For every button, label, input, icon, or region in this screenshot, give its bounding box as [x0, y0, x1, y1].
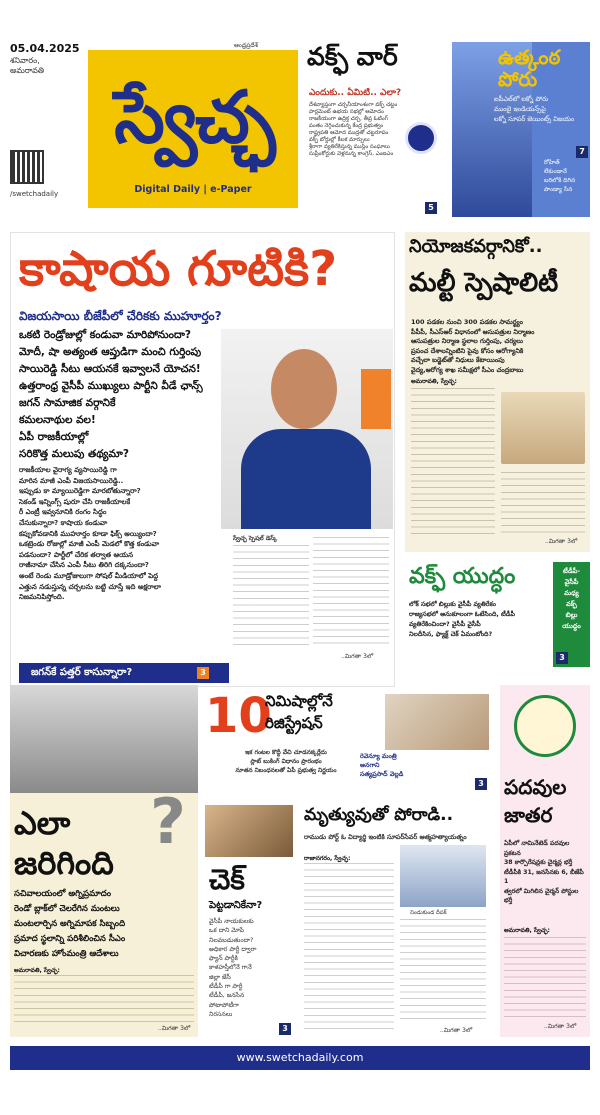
list-item: ఒక దాని మోపే	[209, 927, 245, 935]
lead-body-col-1	[233, 545, 309, 650]
list-item: బరిలోకి దిగిన	[544, 177, 576, 184]
list-item: లేకుండానే	[544, 168, 567, 175]
nominated-posts-story[interactable]	[500, 685, 590, 1037]
fire-photo	[10, 685, 198, 793]
ipl-title: ఉత్కంఠ పోరు	[498, 45, 561, 91]
issue-day-place: శనివారం, అమరావతి	[10, 56, 45, 75]
list-item: బిల్లు	[565, 611, 578, 619]
check-title-2: పెట్టడానికేనా?	[209, 900, 263, 911]
fire-question-mark: ?	[150, 785, 186, 858]
region-tag: ఆంధ్రప్రదేశ్	[234, 42, 258, 49]
jobs-title-2: జాతర	[504, 803, 553, 827]
list-item: పార్లమెంట్ ఉభయ సభల్లో ఆమోదం	[309, 109, 384, 115]
list-item: జగన్ సామాజిక వర్గానికే	[19, 397, 116, 409]
list-item: పడనుందా? పార్టీలో చేరిక తర్వాత ఆయన	[19, 550, 133, 559]
lead-points	[19, 327, 239, 463]
jobs-bullets	[504, 839, 588, 906]
check-lines	[209, 917, 293, 1019]
ipl-side	[544, 158, 590, 194]
footer-bar	[10, 1046, 590, 1070]
hospital-bullets	[411, 318, 587, 375]
list-item: వచ్చేలా బడ్జెట్‌తో నిధులు కేటాయింపు	[411, 356, 505, 364]
list-item: రాజకీయాల వైరాగ్య వ్యసాయిరెడ్డి గా	[19, 466, 117, 474]
list-item: రాజకీయంగా ఉద్రిక్త చర్చ, తీవ్ర ఓటింగ్	[309, 116, 388, 122]
list-item: సత్యప్రసాద్ వెల్లడి	[360, 771, 404, 778]
portrait-head	[271, 349, 337, 429]
list-item: ముంబై ఇండియన్స్‌పై	[494, 105, 546, 113]
lead-headline: కాషాయ గూటికి?	[19, 241, 338, 297]
check-title-1: చెక్	[209, 863, 245, 896]
waqf-war-subtitle: ఎందుకు.. ఏమిటి.. ఎలా?	[309, 88, 402, 98]
list-item: నూతన నిబంధనలతో ఏపీ ప్రభుత్వ నిర్ణయం	[235, 767, 337, 774]
logo-subtitle: Digital Daily | e-Paper	[134, 184, 252, 195]
list-item: వైద్య,ఆరోగ్య శాఖ సమీక్షలో సీఎం చంద్రబాబు	[411, 365, 524, 374]
page-number[interactable]: 3	[279, 1023, 291, 1035]
death-dateline: రాజానగరం, స్వేచ్ఛ:	[304, 855, 351, 862]
list-item: నిలదీసిన, ఫ్యాక్ట్ చెక్ ఏమంటోంది?	[409, 631, 493, 638]
portrait-body	[241, 429, 371, 529]
list-item: విచారణకు హోంమంత్రి ఆదేశాలు	[14, 949, 119, 959]
list-item: రాష్ట్రపతి ఆమోద ముద్రతో చట్టరూపం	[309, 130, 389, 136]
list-item: సెకండ్ ఇన్నింగ్స్ షురూ చేసి రాజకీయాలకే	[19, 497, 131, 506]
ap-emblem-icon	[514, 695, 576, 757]
lead-story[interactable]	[10, 232, 395, 687]
victim-caption: నిండుకుండ దీపక్	[410, 910, 447, 916]
fire-story[interactable]	[10, 685, 198, 1037]
fire-dateline: అమరావతి, స్వేచ్ఛ:	[14, 967, 60, 974]
list-item: వైసీపీ	[564, 578, 579, 586]
list-item: రాజ్యసభలో అనుకూలంగా ఓటేసింది, టీడీపీ	[409, 611, 515, 618]
waqf-war-story[interactable]	[307, 42, 440, 217]
list-item: ఏపీ రాజకీయాల్లో	[19, 431, 89, 443]
hospital-story[interactable]	[405, 232, 590, 552]
list-item: అధికార పార్టీ ద్వారా	[209, 945, 257, 953]
list-item: ఫ్యాన్ పార్టీకి	[209, 955, 238, 963]
qr-code[interactable]	[10, 150, 44, 184]
list-item: సాయిరెడ్డి సీటు ఆయనకే ఇవ్వాలనే యోచన!	[19, 363, 201, 375]
list-item: కమలనాథుల వల!	[19, 414, 96, 426]
death-more[interactable]: ..మిగతా 3లో	[440, 1027, 473, 1034]
list-item: ప్రమాద స్థలాన్ని పరిశీలించిన సీఎం	[14, 934, 126, 944]
fire-lines	[14, 887, 196, 962]
reg-lines	[211, 748, 361, 775]
check-story[interactable]	[205, 805, 293, 1037]
list-item: రోహిత్	[544, 159, 560, 166]
page-number[interactable]: 3	[475, 778, 487, 790]
list-item: రీ ఎంట్రీ ఇవ్వనూనికి రంగం సిద్ధం	[19, 508, 107, 517]
lead-more[interactable]: ..మిగతా 3లో	[341, 653, 374, 660]
list-item: పోటాపోటీగా	[209, 1001, 239, 1009]
list-item: జిల్లా జేసీ	[209, 973, 231, 981]
waqf-war-lines	[309, 102, 404, 158]
list-item: 100 పడకల నుంచి 300 పడకల సామర్థ్యం	[411, 318, 523, 326]
minister-photo	[385, 694, 489, 750]
page-number[interactable]: 7	[576, 146, 588, 158]
list-item: నిరసనలు	[209, 1010, 233, 1018]
lead-body-col-2	[313, 537, 389, 647]
waqf-war-title: వక్ఫ్ వార్	[307, 42, 398, 71]
list-item: ఉత్తరాంధ్ర వైసీపీ ముఖ్యులు పార్టీని వీడే ఛాన్స్	[19, 380, 203, 392]
death-body-1	[304, 863, 394, 1033]
reg-minister	[360, 752, 450, 779]
list-item: ఏపీలో నామినేటెడ్ పదవుల ప్రకటన	[504, 840, 570, 857]
list-item: సరికొత్త మలుపు తథ్యమా?	[19, 448, 129, 460]
reg-number: 10	[205, 690, 272, 744]
lead-byline: స్వేచ్ఛ స్పెషల్ డెస్క్	[233, 535, 278, 542]
cm-photo	[501, 392, 585, 464]
list-item: సచివాలయంలో అగ్నిప్రమాదం	[14, 889, 112, 899]
list-item: ఐపీఎల్‌లో లక్నో పోరు	[494, 95, 549, 103]
lead-subhead: విజయసాయి బీజేపీలో చేరికకు ముహూర్తం?	[19, 309, 222, 323]
list-item: ప్రపంచ దేశాలన్నింటిని పైవు కోసం ఆరోగ్యానికి	[411, 346, 524, 355]
list-item: 38 కార్పొరేషన్లకు చైర్మన్ల భర్తీ	[504, 859, 573, 866]
death-title: మృత్యువుతో పోరాడి..	[304, 805, 454, 825]
hospital-more[interactable]: ..మిగతా 3లో	[545, 538, 578, 545]
list-item: వక్ఫ్ బోర్డుల్లో కీలక మార్పులు	[309, 137, 370, 143]
list-item: నిజమనిపిస్తోంది.	[19, 593, 65, 602]
jobs-more[interactable]: ..మిగతా 3లో	[544, 1023, 577, 1030]
lead-questions	[19, 465, 229, 603]
logo: స్వేచ్ఛ	[114, 75, 274, 159]
list-item: టీడీపీ-	[562, 567, 581, 575]
list-item: త్వరలో మిగిలిన చైర్మన్ పోస్టుల భర్తీ	[504, 887, 579, 904]
list-item: రెండో బ్లాక్‌లో చెలరేగిన మంటలు	[14, 904, 120, 914]
list-item: యుద్ధం	[562, 622, 581, 630]
fire-more[interactable]: ..మిగతా 3లో	[158, 1025, 191, 1032]
hospital-title-2: మల్టీ స్పెషాలిటీ	[409, 268, 559, 298]
jobs-title-1: పదవుల	[504, 775, 567, 799]
list-item: దేశవ్యాప్తంగా చర్చనీయాంశంగా వక్ఫ్ చట్టం	[309, 102, 398, 108]
waqf-fight-story[interactable]	[405, 562, 590, 667]
ipl-story[interactable]	[452, 42, 590, 217]
list-item: వక్ఫ్	[566, 600, 577, 608]
social-handle: /swetchadaily	[10, 190, 59, 198]
list-item: మంటలార్పిన అగ్నిమాపక సిబ్బంది	[14, 919, 126, 929]
fire-body	[14, 975, 194, 1025]
list-item: వ్యతిరేకించిందా? వైసీపీ వైసీపీ	[409, 621, 481, 628]
list-item: ఒకటి రెండ్రోజుల్లో కండువా మారిపోనుందా?	[19, 329, 191, 341]
list-item: మారిన మాజీ ఎంపీ విజయసాయిరెడ్డి..	[19, 476, 124, 485]
hospital-dateline: అమరావతి, స్వేచ్ఛ:	[411, 378, 457, 385]
list-item: వైసీపీ నాయకులకు	[209, 918, 254, 925]
death-intro: రాముడు పోర్ట్ ఓ విద్యార్థి ఇంటికి సూపర్‌సేవర్ ఆత్మహత్యాయత్నం	[304, 833, 467, 841]
list-item: టీడీపీ గా పార్టీ	[209, 983, 243, 991]
reg-title-2: రిజిస్ట్రేషన్	[265, 714, 323, 732]
list-item: చేసుకున్నారా? కాషాయ కండువా	[19, 518, 108, 527]
list-item: స్లాట్ బుకింగ్ విధానం ప్రారంభం	[250, 758, 322, 765]
list-item: అంటే రెండు మూడ్రోజులుగా సోషల్ మీడియాలో పెద్ద	[19, 571, 159, 580]
list-item: శ్రీరాగా వ్యతిరేకిస్తున్న ముస్లిం సంఘాలు	[309, 144, 390, 150]
check-photo	[205, 805, 293, 857]
hospital-body	[411, 388, 495, 538]
list-item: లక్నో సూపర్ జెయింట్స్ విజయం	[494, 115, 575, 123]
registration-story[interactable]	[205, 690, 490, 795]
list-item: కప్పుకోవడానికి ముహూర్తం కూడా ఫిక్స్ అయ్యిందా?	[19, 529, 157, 538]
hospital-title-1: నియోజకవర్గానికో..	[409, 236, 543, 257]
fire-title: ఎలా జరిగింది	[14, 804, 114, 882]
list-item: రాజీనామా చేసిన ఎంపీ సీటు తిరిగి దక్కనుందా?	[19, 561, 149, 570]
hospital-body-2	[501, 472, 585, 534]
victim-photo	[400, 845, 486, 907]
ipl-lines	[494, 94, 590, 124]
list-item: పాండ్యా సేన	[544, 186, 573, 193]
list-item: మోదీ, షా అత్యంత ఆప్తుడిగా మంచి గుర్తింపు	[19, 346, 202, 358]
list-item: నిలవబడుతుందా?	[209, 936, 254, 944]
list-item: టీడీపీ, జనసేన	[209, 992, 245, 1000]
list-item: ఇప్పుడు కా మ్యాయిరెడ్డిగా మారబోతున్నారా?	[19, 487, 141, 496]
masthead	[10, 42, 300, 227]
page-number[interactable]: 3	[197, 667, 209, 679]
list-item: ఆసుపత్రుల నిర్మాణ స్థలాల గుర్తింపు, చర్యలు	[411, 337, 524, 345]
jobs-dateline: అమరావతి, స్వేచ్ఛ:	[504, 927, 550, 934]
list-item: పీపీపీ, సీఎస్ఆర్ విధానంలో ఆసుపత్రుల నిర్మాణం	[411, 327, 535, 336]
jobs-body	[504, 937, 586, 1021]
list-item: పంతం నెగ్గించుకున్న కేంద్ర ప్రభుత్వం	[309, 123, 384, 129]
list-item: ఇక గంటల కొద్దీ వేచి చూడనక్కర్లేదు	[245, 749, 327, 756]
footer-url[interactable]: www.swetchadaily.com	[236, 1051, 364, 1064]
list-item: టీడీపీకి 31, జనసేనకు 6, బీజేపీ 1	[504, 868, 584, 885]
lead-banner-text: జగన్‌కే పత్తర్ కాసున్నారా?	[31, 667, 133, 678]
politician-photo	[221, 329, 393, 529]
list-item: ఎత్తున నడుస్తున్న చర్చలను బట్టి చూస్తే ఇది అక్షరాలా	[19, 582, 162, 591]
waqf-fight-title: వక్ఫ్ యుద్ధం	[409, 564, 516, 589]
list-item: ఒకట్రెండు రోజుల్లో మాజీ ఎంపీ మెడలో కొత్త కండువా	[19, 540, 160, 549]
list-item: సుప్రీంకోర్టుకు వెళ్లనున్న కాంగ్రెస్, ఎంఐఎం	[309, 151, 394, 157]
death-story[interactable]	[300, 805, 490, 1037]
list-item: రెవెన్యూ మంత్రి	[360, 753, 397, 760]
list-item: మధ్య	[564, 589, 579, 597]
page-number[interactable]: 3	[556, 652, 568, 664]
death-body-2	[400, 919, 486, 1024]
waqf-badge-icon	[405, 122, 437, 154]
reg-title-1: నిమిషాల్లోనే	[265, 692, 333, 710]
list-item: కాళహస్తీలోనే గానే	[209, 964, 252, 972]
list-item: లోక్ సభలో బిల్లుకు వైసీపీ వ్యతిరేకం	[409, 601, 496, 608]
issue-date: 05.04.2025	[10, 42, 80, 55]
waqf-fight-lines	[409, 600, 549, 640]
flag-saffron	[361, 369, 391, 429]
page-number[interactable]: 5	[425, 202, 437, 214]
list-item: అనగాని	[360, 762, 380, 769]
